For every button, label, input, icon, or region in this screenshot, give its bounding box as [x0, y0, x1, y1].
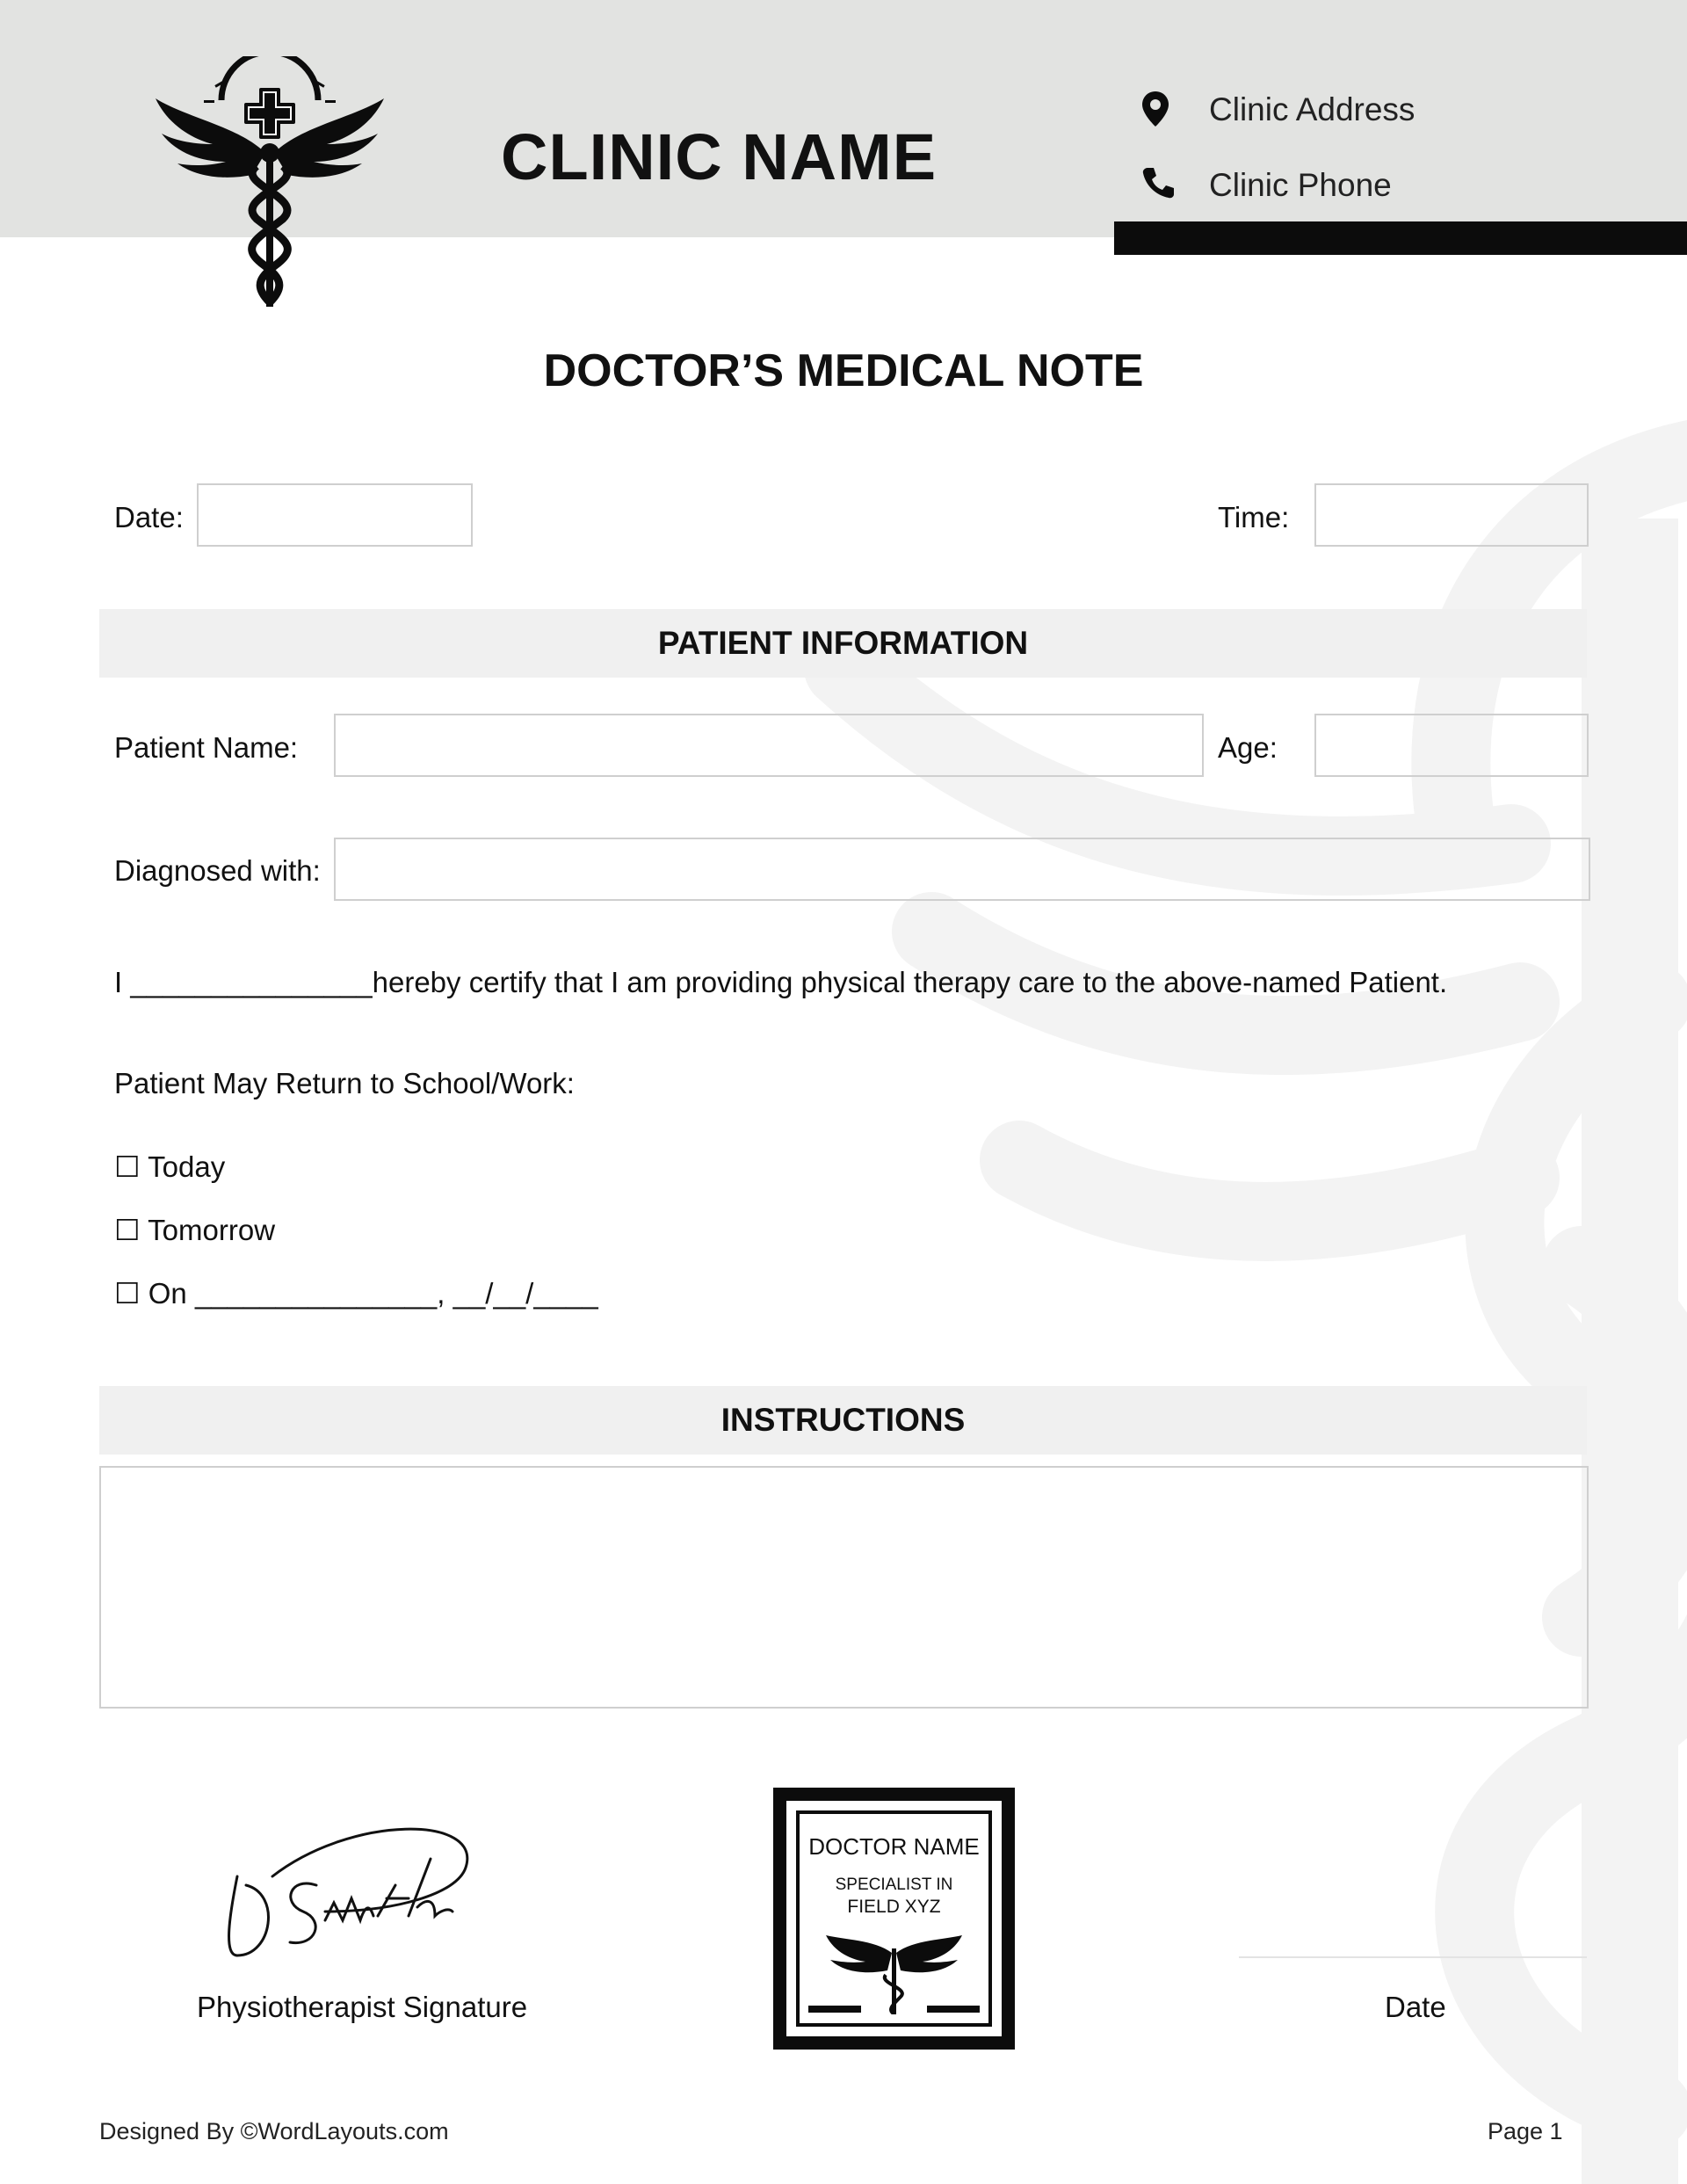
option-on-date-label: On _______________, __/__/____ — [148, 1277, 598, 1310]
header-accent-bar — [1114, 221, 1687, 255]
diagnosed-field[interactable] — [334, 838, 1590, 901]
option-tomorrow[interactable] — [114, 1213, 275, 1247]
document-title: DOCTOR’S MEDICAL NOTE — [543, 345, 1144, 396]
option-on-date[interactable] — [114, 1276, 598, 1310]
option-today[interactable] — [114, 1150, 225, 1184]
caduceus-logo — [151, 56, 388, 311]
return-label: Patient May Return to School/Work: — [114, 1067, 575, 1099]
instructions-box[interactable] — [99, 1466, 1589, 1709]
stamp-line2: FIELD XYZ — [847, 1897, 941, 1917]
patient-name-label: Patient Name: — [114, 731, 299, 764]
instructions-header — [99, 1386, 1587, 1455]
checkbox-icon[interactable]: ☐ — [114, 1277, 141, 1310]
time-label: Time: — [1218, 501, 1290, 533]
signature-date-line — [1239, 1956, 1587, 1958]
certify-statement: I _______________hereby certify that I am providing physical therapy care to the above-named Patient. — [114, 966, 1448, 998]
clinic-address: Clinic Address — [1209, 91, 1415, 127]
clinic-name: CLINIC NAME — [501, 120, 938, 193]
patient-info-header — [99, 609, 1587, 678]
time-field[interactable] — [1314, 483, 1589, 547]
instructions-title: INSTRUCTIONS — [720, 1402, 966, 1438]
doctor-stamp — [773, 1788, 1015, 2050]
footer-page-number: Page 1 — [1488, 2118, 1563, 2144]
patient-name-field[interactable] — [334, 714, 1204, 777]
checkbox-icon[interactable]: ☐ — [114, 1214, 141, 1246]
option-tomorrow-label: Tomorrow — [148, 1214, 276, 1246]
clinic-phone: Clinic Phone — [1209, 167, 1392, 203]
stamp-line1: SPECIALIST IN — [835, 1876, 953, 1894]
option-today-label: Today — [148, 1150, 226, 1183]
footer-designed-by: Designed By ©WordLayouts.com — [99, 2118, 449, 2144]
signature-date-label: Date — [1385, 1991, 1446, 2023]
age-field[interactable] — [1314, 714, 1589, 777]
stamp-doctor-name: DOCTOR NAME — [808, 1833, 980, 1860]
patient-info-title: PATIENT INFORMATION — [657, 625, 1029, 661]
phone-icon — [1140, 165, 1176, 200]
map-pin-icon — [1140, 90, 1170, 128]
signature-label: Physiotherapist Signature — [197, 1991, 528, 2023]
date-label: Date: — [114, 501, 184, 533]
stamp-caduceus-icon — [826, 1935, 962, 2014]
diagnosed-label: Diagnosed with: — [114, 854, 321, 887]
checkbox-icon[interactable]: ☐ — [114, 1150, 141, 1183]
physiotherapist-signature — [220, 1824, 483, 1964]
date-field[interactable] — [197, 483, 473, 547]
age-label: Age: — [1218, 731, 1278, 764]
